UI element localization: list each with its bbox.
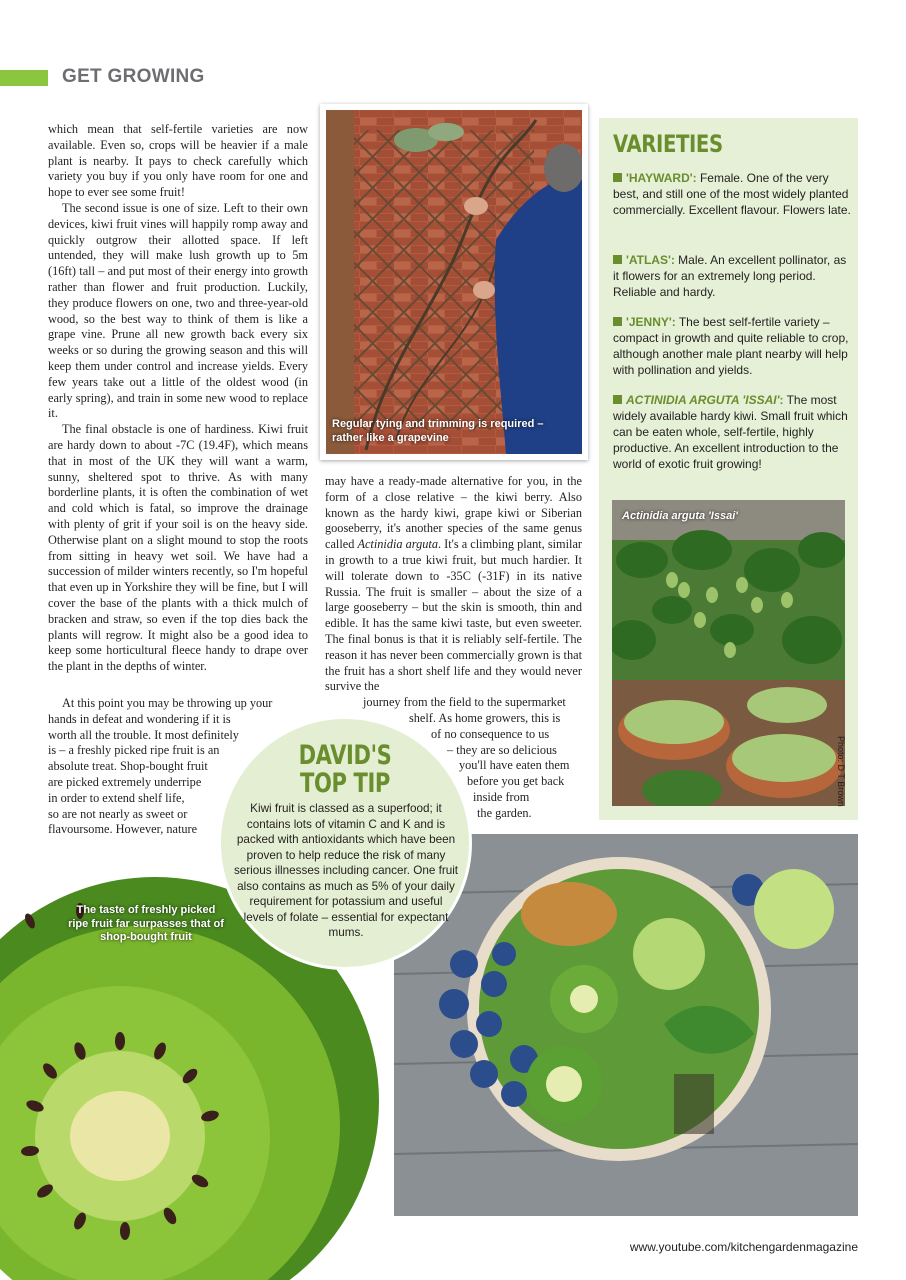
- article-paragraph: The second issue is one of size. Left to their own devices, kiwi fruit vines will happily romp away and quickly outgrow their allotted space. If left untended, they will make lush growth up to 5m (16ft) tall – and put most of their energy into growth rather than flower and fruit production. Luckily, they produce flowers on one, two and three-year-old wood, so the best way to think of them is like a grape vine. Prune all new growth back every six weeks or so during the growing season and this will keep them under control and increase yields. Every few years take out a little of the oldest wood (in early spring), and train in some new wood to replace it.: [48, 200, 308, 421]
- article-line: is – a freshly picked ripe fruit is an: [48, 743, 220, 758]
- smoothie-bowl-illustration: [394, 834, 858, 1216]
- article-paragraph: may have a ready-made alternative for you, in the form of a close relative – the kiwi berry. Also known as the hardy kiwi, grape kiwi or Siberian gooseberry, it's another species of the same genus called Actinidia arguta. It's a climbing plant, similar in growth to a true kiwi fruit, but much hardier. It will tolerate down to -35C (-31F) in its native Russia. The fruit is smaller – about the size of a large gooseberry – but the skin is smooth, thin and edible. It has the same kiwi taste, but even sweeter. The final bonus is that it is reliably self-fertile. The reason it has never been commercially grown is that the fruit has a short shelf life and they would never survive the: [325, 474, 582, 694]
- section-color-bar: [0, 70, 48, 86]
- article-line: before you get back: [467, 774, 565, 789]
- top-tip-panel: [218, 716, 472, 970]
- article-line: hands in defeat and wondering if it is: [48, 711, 231, 726]
- footer-url: www.youtube.com/kitchengardenmagazine: [629, 1240, 858, 1254]
- variety-item-issai: ACTINIDIA ARGUTA 'ISSAI': The most widely available hardy kiwi. Small fruit which can be eaten whole, self-fertile, highly productive. An excellent introduction to the world of exotic fruit growing!: [613, 393, 848, 471]
- kiwiberry-photo: [612, 500, 845, 806]
- article-line: journey from the field to the supermarket: [363, 695, 566, 710]
- bullet-square-icon: [613, 173, 622, 182]
- kiwiberry-photo-caption: Actinidia arguta 'Issai': [622, 510, 738, 522]
- article-line: are picked extremely underripe: [48, 774, 202, 789]
- article-line: – they are so delicious: [447, 742, 557, 757]
- kiwi-slice-caption: The taste of freshly picked ripe fruit far surpasses that of shop-bought fruit: [68, 904, 224, 943]
- brick-wall-illustration: [326, 110, 582, 454]
- bullet-square-icon: [613, 395, 622, 404]
- article-line: flavoursome. However, nature: [48, 822, 198, 837]
- article-line: At this point you may be throwing up your: [62, 696, 273, 710]
- article-line: the garden.: [477, 805, 532, 820]
- article-paragraph: which mean that self-fertile varieties are now available. Even so, crops will be heavier if a male plant is nearby. It pays to check carefully which variety you buy if you only have room for one and hope to ever see some fruit!: [48, 122, 308, 200]
- article-line: shelf. As home growers, this is: [409, 710, 561, 725]
- variety-item-atlas: 'ATLAS': Male. An excellent pollinator, as it flowers for an extremely long period. Reliable and hardy.: [613, 253, 847, 299]
- species-name: Actinidia arguta: [357, 537, 438, 552]
- article-line: inside from: [473, 789, 530, 804]
- top-tip-text: Kiwi fruit is classed as a superfood; it contains lots of vitamin C and K and is packed with antioxidants which have been proven to help reduce the risk of many serious illnesses including cancer. One fruit also contains as much as 5% of your daily requirement for potassium and useful levels of folate – essential for expectant mums.: [233, 802, 459, 939]
- article-line: so are not nearly as sweet or: [48, 806, 188, 821]
- kiwiberry-illustration: [612, 500, 845, 806]
- bullet-square-icon: [613, 317, 622, 326]
- smoothie-bowl-photo: [394, 834, 858, 1216]
- article-line: absolute treat. Shop-bought fruit: [48, 759, 208, 774]
- trellis-photo-caption: Regular tying and trimming is required – rather like a grapevine: [332, 418, 544, 444]
- article-line: in order to extend shelf life,: [48, 790, 185, 805]
- article-line: of no consequence to us: [431, 726, 550, 741]
- article-line: worth all the trouble. It most definitely: [48, 727, 239, 742]
- photo-credit: Photo: D T Brown: [836, 736, 846, 807]
- article-column-1: [48, 122, 308, 675]
- trellis-photo-image: [326, 110, 582, 454]
- trellis-photo: [320, 104, 588, 460]
- variety-item-jenny: 'JENNY': The best self-fertile variety – compact in growth and quite reliable to crop, although another male plant nearby will help with pollination and yields.: [613, 315, 849, 377]
- article-line: you'll have eaten them: [459, 758, 570, 773]
- varieties-panel: [599, 118, 858, 820]
- bullet-square-icon: [613, 255, 622, 264]
- variety-item-hayward: 'HAYWARD': Female. One of the very best, and still one of the most widely planted commercially. Excellent flavour. Flowers late.: [613, 171, 851, 217]
- top-tip-title-line1: DAVID'S: [298, 740, 392, 771]
- top-tip-title-line2: TOP TIP: [300, 768, 390, 799]
- section-heading: GET GROWING: [62, 66, 205, 87]
- article-paragraph: The final obstacle is one of hardiness. Kiwi fruit are hardy down to about -7C (19.4F), which means that in most of the UK they will want a warm, sunny, sheltered spot to thrive. As with many borderline plants, it is often the combination of wet and cold which is fatal, so improve the drainage with plenty of grit if your soil is on the heavy side. Otherwise plant on a slight mound to stop the roots from sitting in heavy wet soil. We have had a succession of milder winters recently, so I'm hopeful that even up in Yorkshire they will be fine, but I will cover the base of the plants with a thick mulch of bracken and straw, so even if the top dies back the plants will regrow. It might also be a good idea to keep some horticultural fleece handy to drape over the plant in the depths of winter.: [48, 422, 308, 674]
- varieties-title: VARIETIES: [613, 130, 723, 158]
